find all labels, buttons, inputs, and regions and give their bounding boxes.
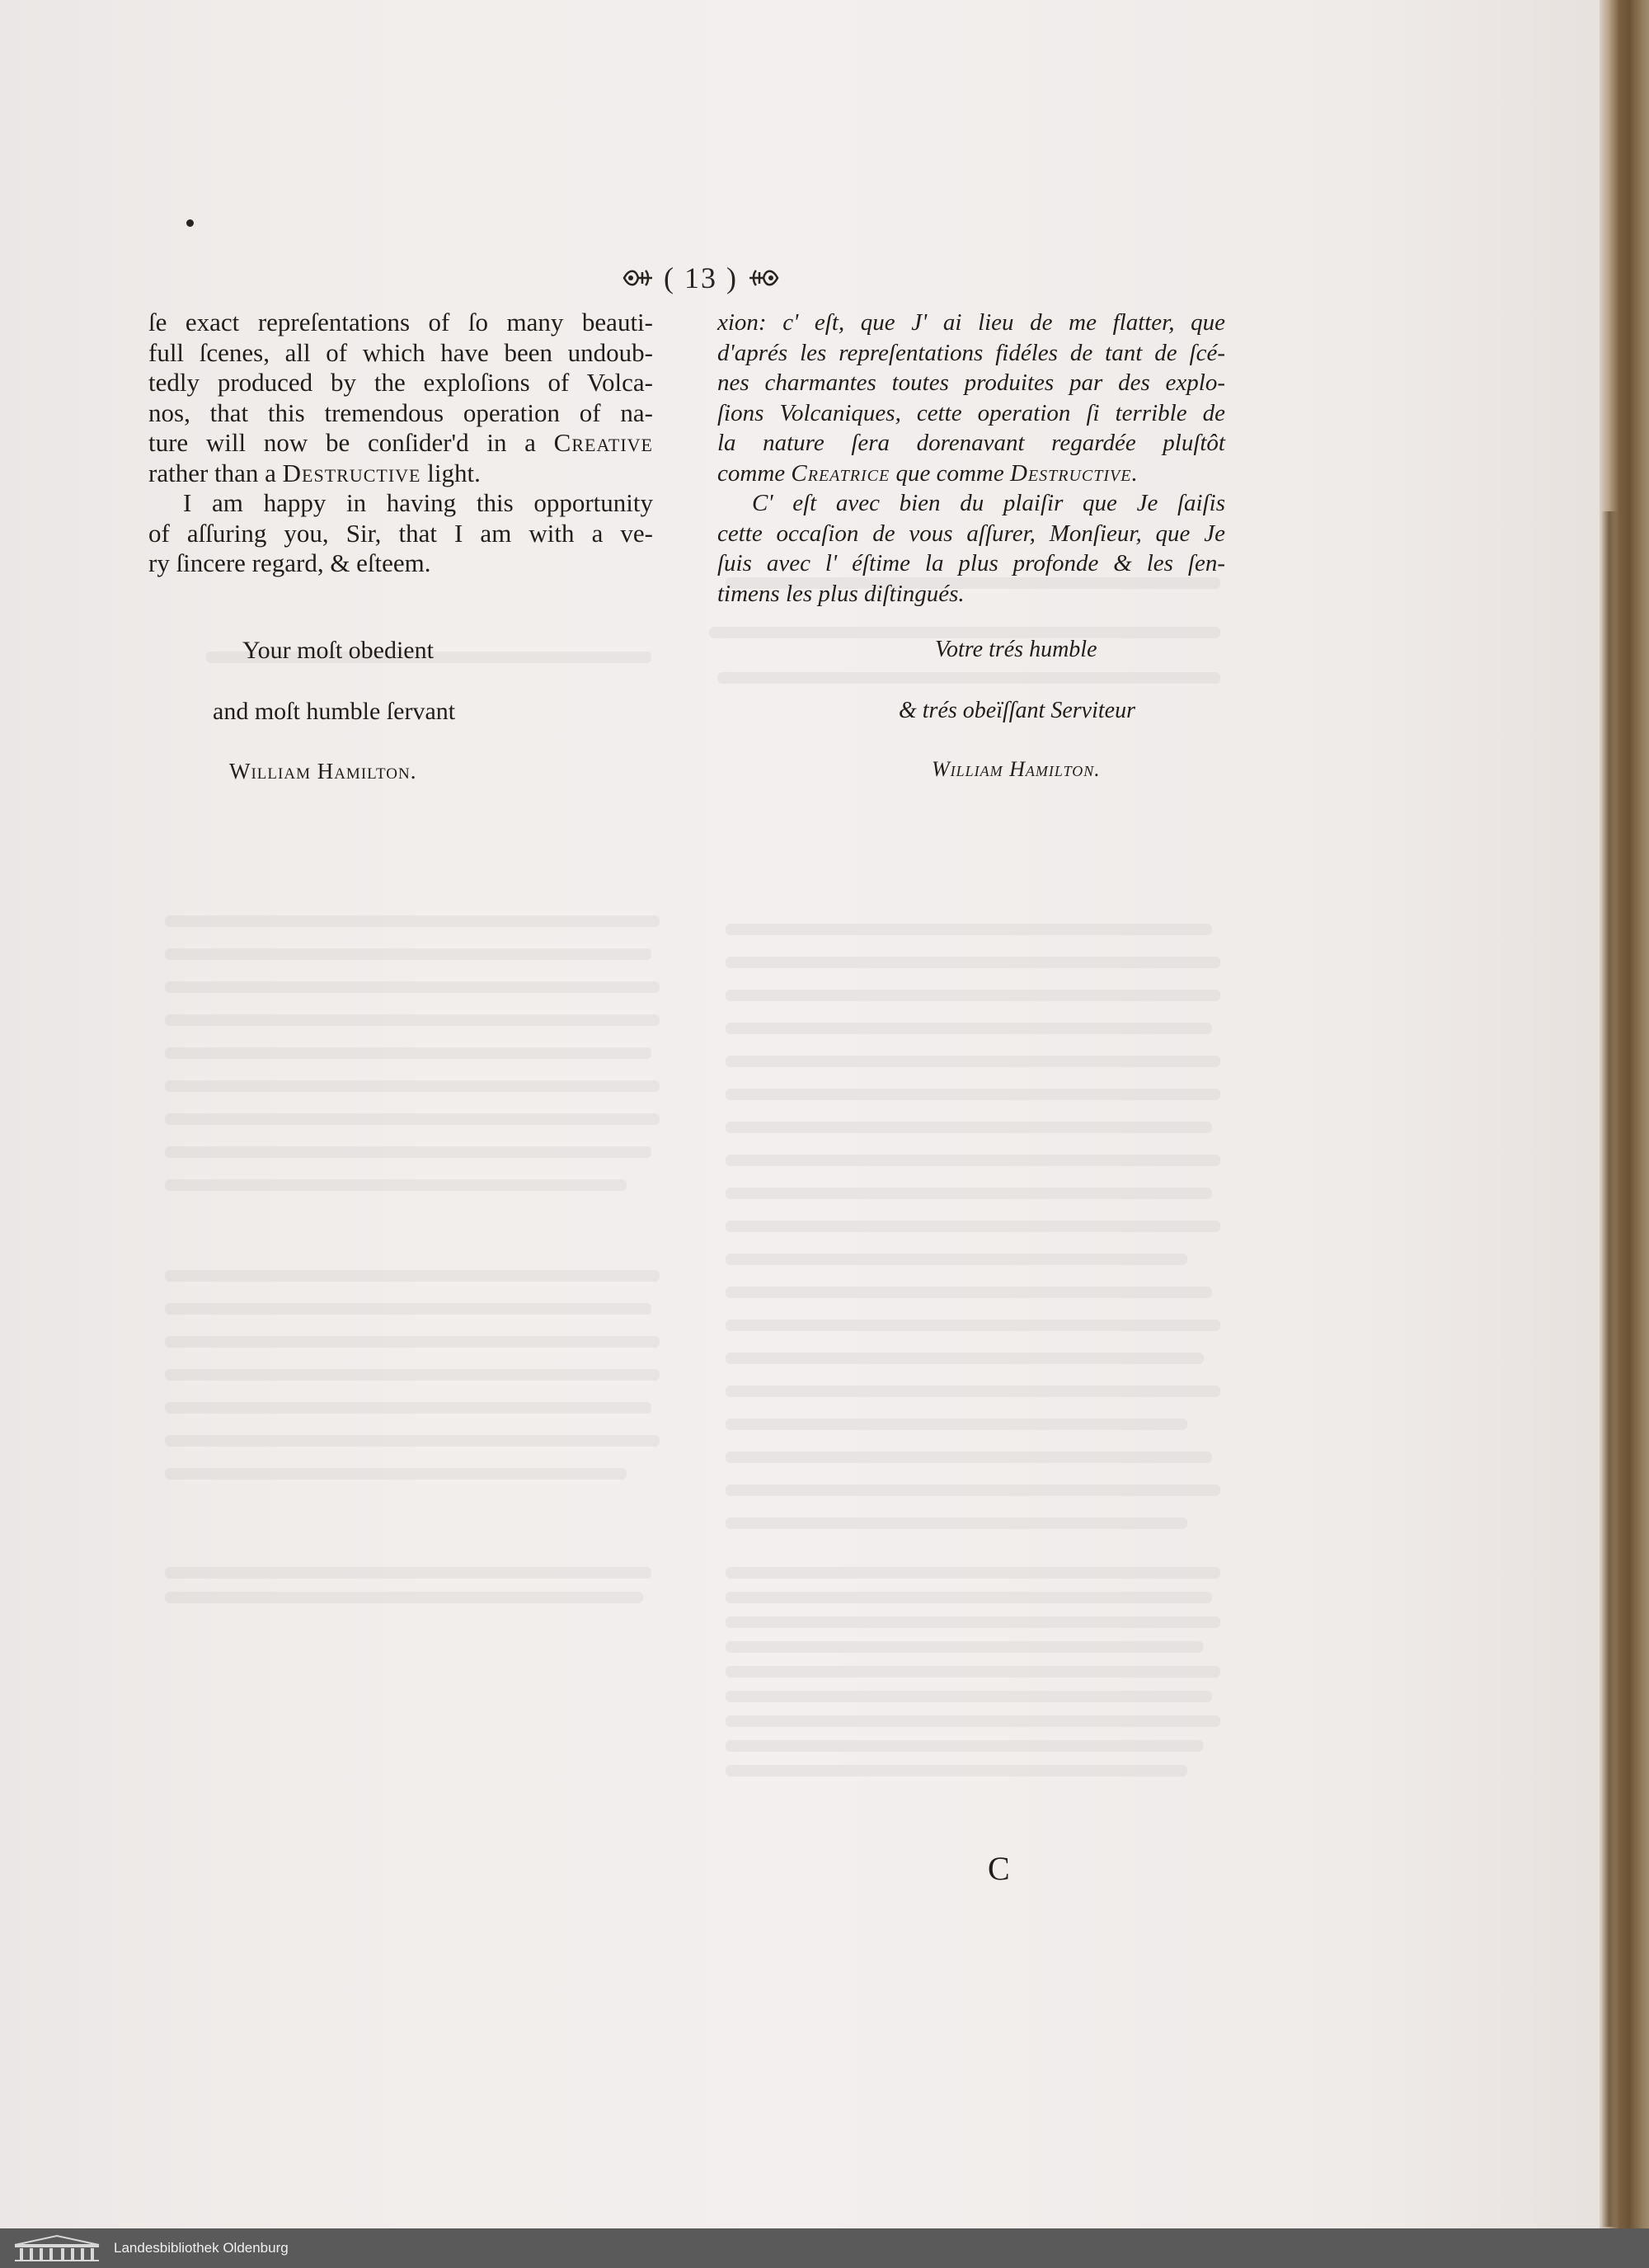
text-line: rather than a Destructive light.: [148, 458, 481, 487]
text-line: ſuis avec l' éſtime la plus profonde & les ſen-: [717, 550, 1225, 576]
english-column: [148, 308, 653, 579]
page-header: [577, 257, 824, 299]
library-building-icon: [12, 2233, 102, 2263]
text-line: ſions Volcaniques, cette operation ſi terrible de: [717, 399, 1225, 426]
text-line: nes charmantes toutes produites par des explo-: [717, 369, 1225, 396]
text-line: C' eſt avec bien du plaiſir que Je ſaiſis: [752, 490, 1225, 516]
footer-bar: [0, 2228, 1649, 2268]
french-closing-1: Votre trés humble: [935, 637, 1097, 662]
text-line: ſe exact repreſentations of ſo many beauti-: [148, 308, 653, 336]
creative-word: Creative: [553, 428, 653, 457]
french-closing-2: & trés obeïſſant Serviteur: [899, 698, 1135, 723]
fleuron-left-icon: [621, 264, 655, 292]
destructive-word: Destructive: [282, 458, 421, 487]
text-line: ry ſincere regard, & eſteem.: [148, 548, 431, 577]
text-line: la nature ſera dorenavant regardée pluſtôt: [717, 430, 1225, 456]
english-signature: William Hamilton.: [229, 759, 417, 783]
page-number: ( 13 ): [664, 261, 738, 294]
text-line: d'aprés les repreſentations fidéles de tant de ſcé-: [717, 339, 1225, 366]
english-closing-2: and moſt humble ſervant: [213, 698, 456, 725]
english-closing-1: Your moſt obedient: [242, 637, 434, 664]
text-line: xion: c' eſt, que J' ai lieu de me flatter, que: [717, 309, 1225, 336]
text-line: timens les plus diſtingués.: [717, 580, 965, 607]
text-line: nos, that this tremendous operation of na-: [148, 398, 653, 427]
fleuron-right-icon: [746, 264, 781, 292]
french-column: [717, 308, 1225, 609]
page-edge-shadow: [1601, 511, 1618, 2227]
library-name[interactable]: Landesbibliothek Oldenburg: [114, 2240, 289, 2256]
text-line: tedly produced by the exploſions of Volca-: [148, 368, 653, 397]
destructive-word-fr: Destructive: [1009, 459, 1132, 487]
french-signature: William Hamilton.: [932, 757, 1101, 781]
text-line: comme Creatrice que comme Destructive.: [717, 459, 1138, 487]
creatrice-word: Creatrice: [791, 459, 890, 487]
ink-dot: [186, 219, 194, 227]
signature-mark: C: [988, 1850, 1010, 1887]
text-line: of aſſuring you, Sir, that I am with a ve-: [148, 518, 653, 548]
text-line: cette occaſion de vous aſſurer, Monſieur, que Je: [717, 520, 1225, 547]
text-line: ture will now be conſider'd in a Creative: [148, 428, 653, 457]
text-line: I am happy in having this opportunity: [183, 488, 653, 517]
text-line: full ſcenes, all of which have been undoub-: [148, 337, 653, 367]
